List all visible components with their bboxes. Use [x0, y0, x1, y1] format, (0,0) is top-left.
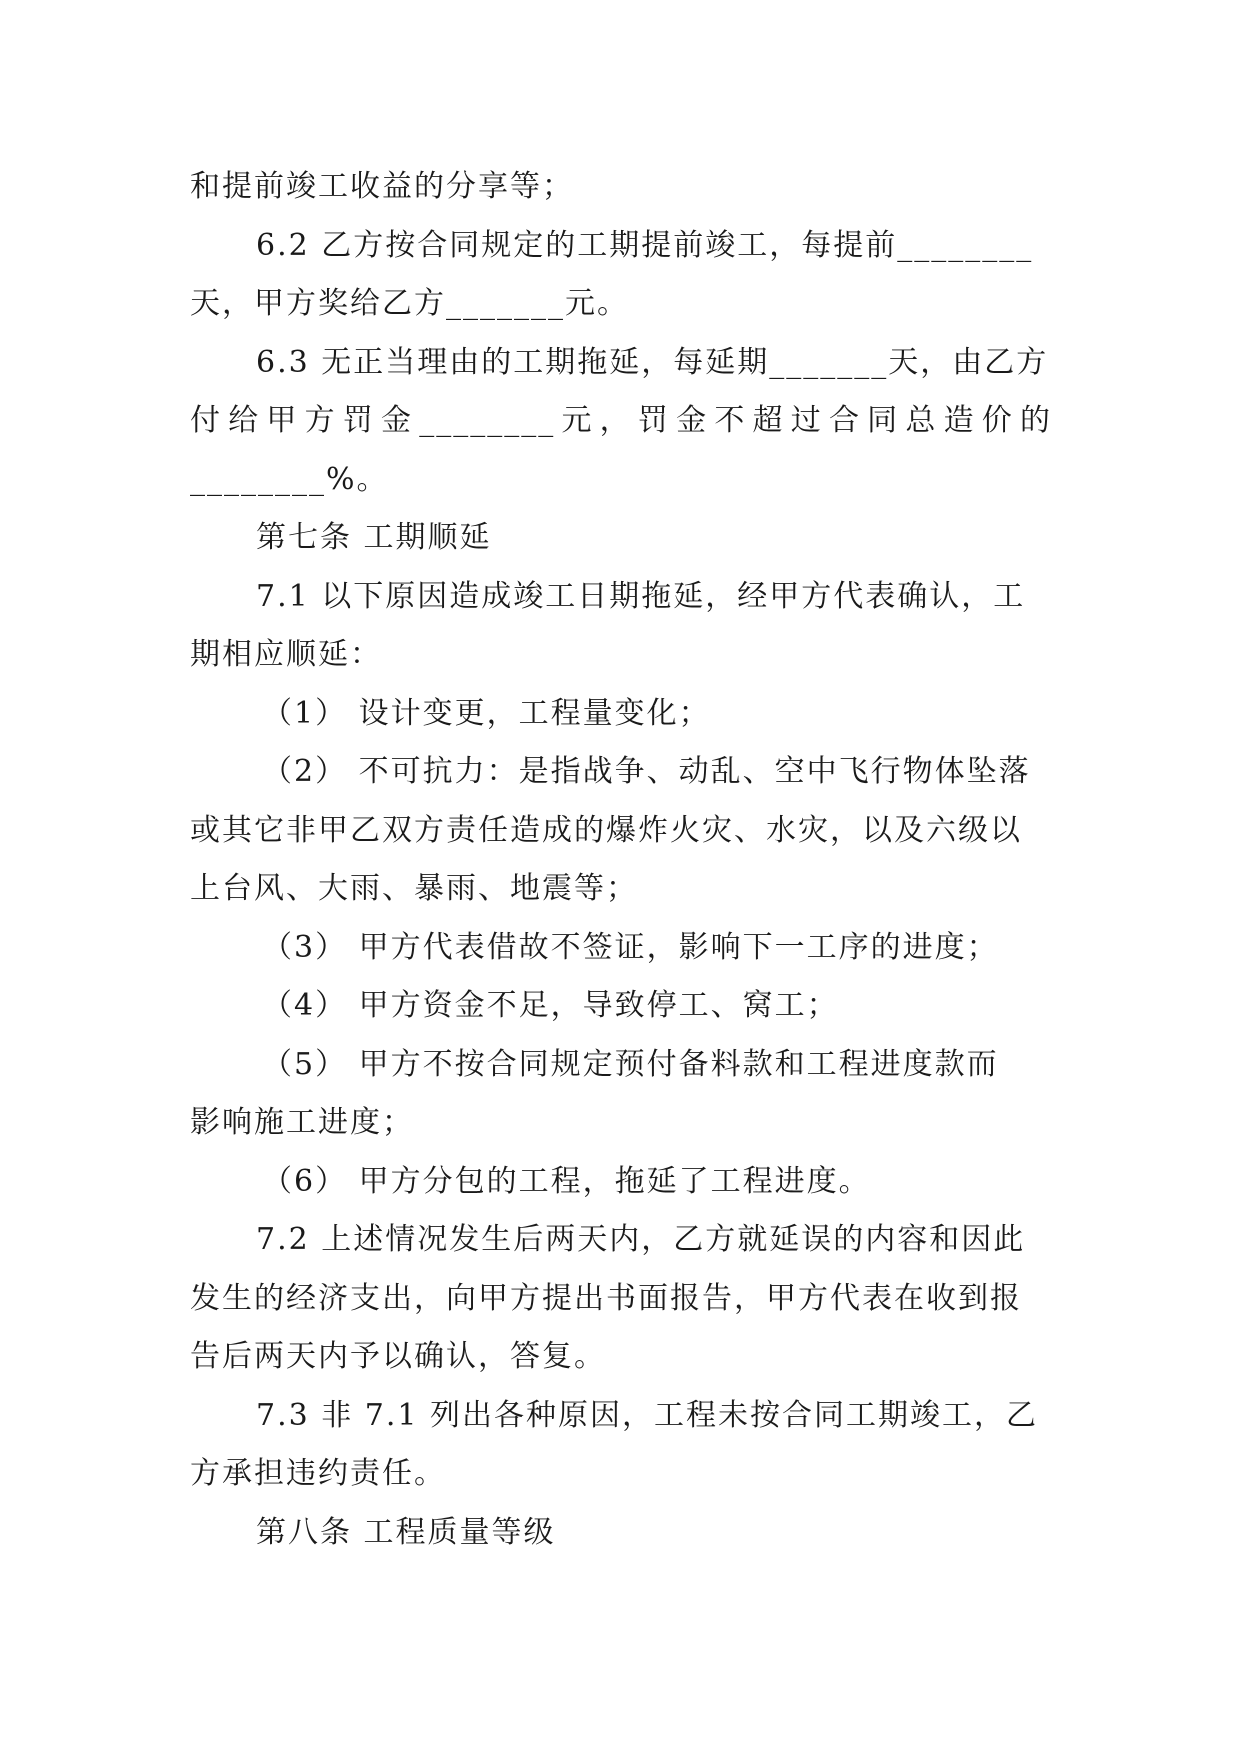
- text-line: 影响施工进度；: [190, 1105, 414, 1140]
- text-line: 或其它非甲乙双方责任造成的爆炸火灾、水灾，以及六级以: [190, 812, 1022, 848]
- list-item-5: （5） 甲方不按合同规定预付备料款和工程进度款而: [262, 1046, 999, 1082]
- article-7-heading: 第七条 工期顺延: [256, 520, 492, 555]
- text-line: 方承担违约责任。: [190, 1456, 446, 1491]
- article-8-heading: 第八条 工程质量等级: [256, 1514, 556, 1550]
- clause-7-3: 7.3 非 7.1 列出各种原因，工程未按合同工期竣工，乙: [256, 1397, 1039, 1433]
- clause-7-2: 7.2 上述情况发生后两天内，乙方就延误的内容和因此: [256, 1222, 1026, 1257]
- clause-6-3: 6.3 无正当理由的工期拖延，每延期_______天，由乙方: [256, 344, 1049, 380]
- text-line: 付给甲方罚金________元，罚金不超过合同总造价的: [190, 403, 1052, 438]
- clause-6-2: 6.2 乙方按合同规定的工期提前竣工，每提前________: [256, 227, 1034, 263]
- list-item-2: （2） 不可抗力：是指战争、动乱、空中飞行物体坠落: [262, 754, 1031, 789]
- list-item-1: （1） 设计变更，工程量变化；: [262, 695, 711, 731]
- text-line: 期相应顺延：: [190, 637, 382, 672]
- text-line: 发生的经济支出，向甲方提出书面报告，甲方代表在收到报: [190, 1280, 1022, 1316]
- document-body: [190, 158, 1052, 1562]
- text-line: 告后两天内予以确认，答复。: [190, 1339, 606, 1374]
- clause-7-1: 7.1 以下原因造成竣工日期拖延，经甲方代表确认，工: [256, 578, 1026, 614]
- text-line: 和提前竣工收益的分享等；: [190, 169, 574, 204]
- list-item-4: （4） 甲方资金不足，导致停工、窝工；: [262, 988, 839, 1023]
- text-line: 天，甲方奖给乙方_______元。: [190, 286, 629, 321]
- text-line: ________%。: [190, 461, 389, 497]
- text-line: 上台风、大雨、暴雨、地震等；: [190, 871, 638, 906]
- list-item-3: （3） 甲方代表借故不签证，影响下一工序的进度；: [262, 929, 999, 965]
- list-item-6: （6） 甲方分包的工程，拖延了工程进度。: [262, 1163, 871, 1199]
